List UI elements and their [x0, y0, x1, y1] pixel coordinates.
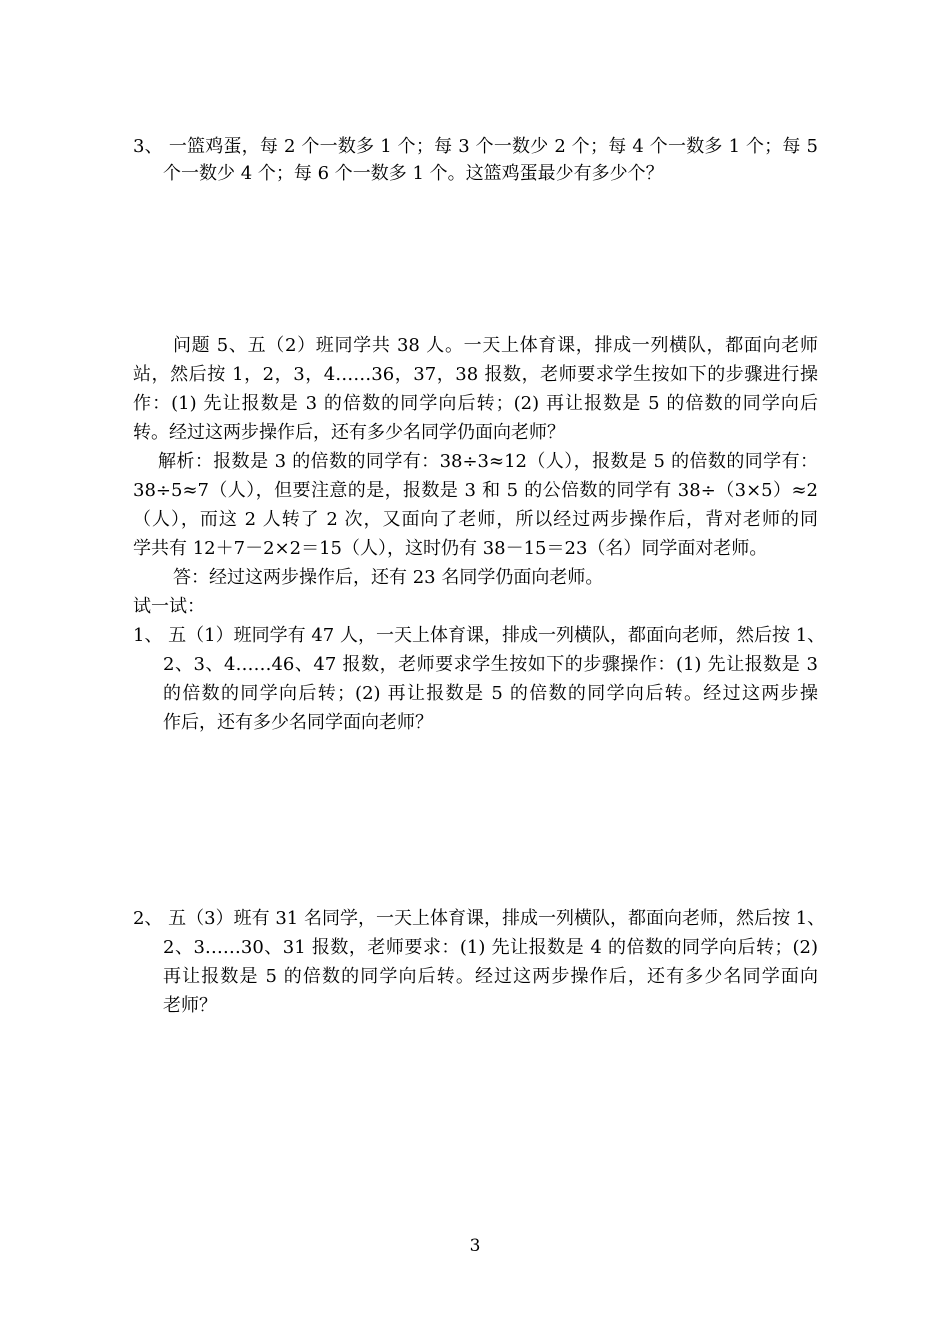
try-q1-line-2: 2、3、4……46、47 报数，老师要求学生按如下的步骤操作：(1) 先让报数是 3: [163, 654, 818, 675]
page-number: 3: [469, 1236, 481, 1256]
problem-3-line-2: 个一数少 4 个；每 6 个一数多 1 个。这篮鸡蛋最少有多少个？: [163, 163, 664, 184]
try-q2-line-4: 老师？: [163, 995, 217, 1016]
analysis-answer: 答：经过这两步操作后，还有 23 名同学仍面向老师。: [173, 567, 604, 588]
question-5-line-4: 转。经过这两步操作后，还有多少名同学仍面向老师？: [133, 422, 565, 443]
try-q1-line-4: 作后，还有多少名同学面向老师？: [163, 712, 433, 733]
problem-3-line-1: 3、 一篮鸡蛋，每 2 个一数多 1 个；每 3 个一数少 2 个；每 4 个一数多 1 个；每 5: [133, 136, 818, 157]
try-q2-line-1: 2、 五（3）班有 31 名同学，一天上体育课，排成一列横队，都面向老师，然后按 1、: [133, 908, 826, 929]
question-5-line-3: 作：(1) 先让报数是 3 的倍数的同学向后转；(2) 再让报数是 5 的倍数的同学向后: [133, 393, 818, 414]
analysis-line-2: 38÷5≈7（人），但要注意的是，报数是 3 和 5 的公倍数的同学有 38÷（3×5）≈2: [133, 480, 818, 501]
question-5-line-1: 问题 5、五（2）班同学共 38 人。一天上体育课，排成一列横队，都面向老师: [173, 335, 818, 356]
analysis-line-4: 学共有 12＋7－2×2＝15（人），这时仍有 38－15＝23（名）同学面对老师。: [133, 538, 768, 559]
analysis-line-3: （人），而这 2 人转了 2 次，又面向了老师，所以经过两步操作后，背对老师的同: [133, 509, 818, 530]
try-it-heading: 试一试：: [133, 596, 205, 617]
try-q2-line-2: 2、3……30、31 报数，老师要求：(1) 先让报数是 4 的倍数的同学向后转；(2): [163, 937, 818, 958]
question-5-line-2: 站，然后按 1，2，3，4……36，37，38 报数，老师要求学生按如下的步骤进行操: [133, 364, 818, 385]
analysis-line-1: 解析：报数是 3 的倍数的同学有：38÷3≈12（人），报数是 5 的倍数的同学有：: [158, 451, 818, 472]
try-q1-line-3: 的倍数的同学向后转；(2) 再让报数是 5 的倍数的同学向后转。经过这两步操: [163, 683, 818, 704]
try-q1-line-1: 1、 五（1）班同学有 47 人，一天上体育课，排成一列横队，都面向老师，然后按 1、: [133, 625, 826, 646]
try-q2-line-3: 再让报数是 5 的倍数的同学向后转。经过这两步操作后，还有多少名同学面向: [163, 966, 818, 987]
